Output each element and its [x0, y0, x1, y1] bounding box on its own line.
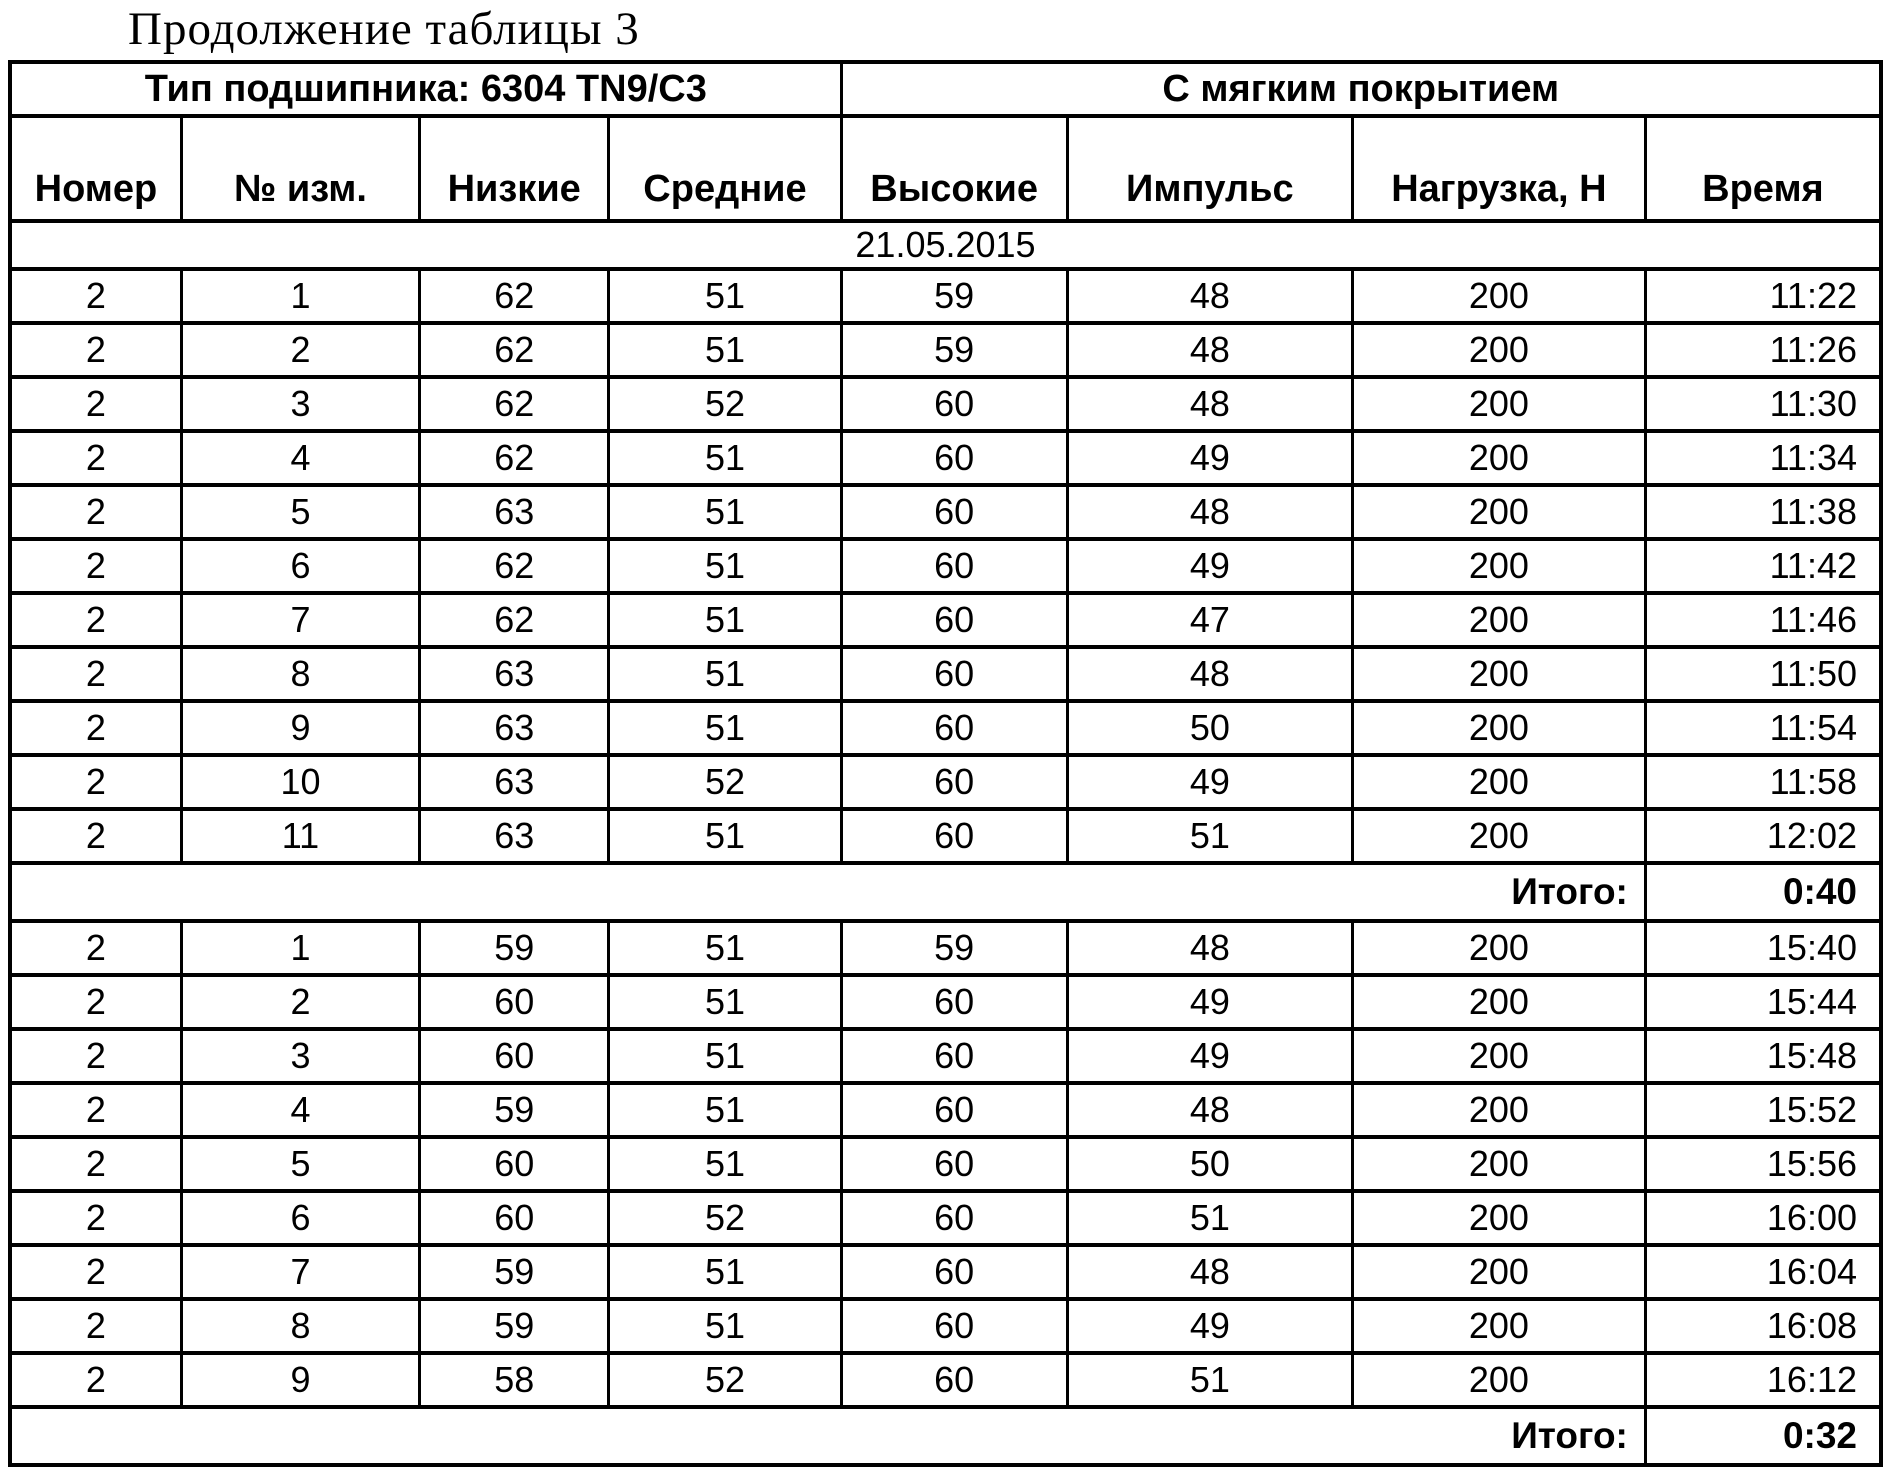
column-header-time: Время	[1645, 116, 1881, 221]
table-cell: 11:50	[1645, 647, 1881, 701]
table-cell: 200	[1352, 377, 1645, 431]
table-cell: 11:54	[1645, 701, 1881, 755]
table-cell: 200	[1352, 1029, 1645, 1083]
table-cell: 2	[10, 809, 181, 863]
total-time-cell: 0:32	[1645, 1407, 1881, 1465]
table-cell: 63	[420, 485, 609, 539]
table-row	[10, 1191, 1881, 1245]
table-cell: 60	[841, 1299, 1067, 1353]
table-cell: 2	[10, 1353, 181, 1407]
table-cell: 200	[1352, 921, 1645, 975]
table-row	[10, 1245, 1881, 1299]
session-2-rows	[10, 921, 1881, 1407]
table-cell: 2	[10, 1083, 181, 1137]
table-cell: 2	[181, 323, 419, 377]
table-cell: 200	[1352, 1299, 1645, 1353]
table-cell: 51	[609, 269, 841, 323]
table-cell: 51	[609, 809, 841, 863]
table-row	[10, 1137, 1881, 1191]
table-row	[10, 647, 1881, 701]
table-cell: 5	[181, 1137, 419, 1191]
table-cell: 60	[841, 809, 1067, 863]
table-cell: 51	[1067, 1353, 1352, 1407]
table-cell: 3	[181, 1029, 419, 1083]
table-cell: 51	[609, 921, 841, 975]
table-cell: 11:58	[1645, 755, 1881, 809]
table-cell: 60	[841, 1245, 1067, 1299]
column-header-mid: Средние	[609, 116, 841, 221]
table-cell: 15:48	[1645, 1029, 1881, 1083]
table-cell: 48	[1067, 921, 1352, 975]
table-cell: 2	[10, 269, 181, 323]
table-cell: 59	[420, 921, 609, 975]
table-cell: 2	[10, 377, 181, 431]
table-cell: 200	[1352, 809, 1645, 863]
table-row	[10, 377, 1881, 431]
table-cell: 4	[181, 431, 419, 485]
table-cell: 51	[609, 1245, 841, 1299]
table-cell: 50	[1067, 701, 1352, 755]
table-cell: 2	[10, 1299, 181, 1353]
table-cell: 15:40	[1645, 921, 1881, 975]
total-label-cell: Итого:	[10, 1407, 1645, 1465]
table-cell: 3	[181, 377, 419, 431]
table-row	[10, 539, 1881, 593]
table-cell: 51	[609, 975, 841, 1029]
table-cell: 16:08	[1645, 1299, 1881, 1353]
table-cell: 15:52	[1645, 1083, 1881, 1137]
table-cell: 51	[609, 1137, 841, 1191]
table-cell: 60	[841, 1191, 1067, 1245]
total-label-cell: Итого:	[10, 863, 1645, 921]
table-cell: 1	[181, 269, 419, 323]
table-cell: 51	[609, 1029, 841, 1083]
table-cell: 58	[420, 1353, 609, 1407]
table-cell: 7	[181, 1245, 419, 1299]
table-row	[10, 1299, 1881, 1353]
table-cell: 51	[609, 431, 841, 485]
table-cell: 200	[1352, 431, 1645, 485]
table-cell: 51	[609, 1299, 841, 1353]
table-cell: 200	[1352, 975, 1645, 1029]
table-cell: 59	[841, 921, 1067, 975]
table-cell: 200	[1352, 593, 1645, 647]
table-cell: 59	[841, 323, 1067, 377]
table-cell: 2	[10, 1029, 181, 1083]
table-row	[10, 701, 1881, 755]
table-cell: 60	[420, 1191, 609, 1245]
table-cell: 51	[609, 593, 841, 647]
table-cell: 6	[181, 539, 419, 593]
coating-header: С мягким покрытием	[841, 62, 1881, 116]
table-row	[10, 269, 1881, 323]
bearing-type-header: Тип подшипника: 6304 TN9/C3	[10, 62, 841, 116]
table-cell: 5	[181, 485, 419, 539]
table-cell: 51	[609, 485, 841, 539]
group-header-row	[10, 62, 1881, 116]
table-cell: 11:26	[1645, 323, 1881, 377]
table-cell: 60	[841, 1137, 1067, 1191]
table-cell: 48	[1067, 485, 1352, 539]
table-row	[10, 431, 1881, 485]
table-cell: 11:34	[1645, 431, 1881, 485]
table-cell: 60	[420, 1137, 609, 1191]
table-cell: 2	[10, 755, 181, 809]
table-cell: 50	[1067, 1137, 1352, 1191]
table-cell: 62	[420, 431, 609, 485]
total-time-cell: 0:40	[1645, 863, 1881, 921]
table-cell: 60	[841, 485, 1067, 539]
table-cell: 48	[1067, 1245, 1352, 1299]
table-cell: 47	[1067, 593, 1352, 647]
table-cell: 59	[420, 1299, 609, 1353]
table-cell: 49	[1067, 975, 1352, 1029]
table-cell: 60	[841, 377, 1067, 431]
table-cell: 59	[420, 1083, 609, 1137]
table-cell: 16:12	[1645, 1353, 1881, 1407]
table-cell: 200	[1352, 269, 1645, 323]
table-row	[10, 323, 1881, 377]
column-header-meas-no: № изм.	[181, 116, 419, 221]
table-cell: 200	[1352, 1245, 1645, 1299]
table-cell: 11:42	[1645, 539, 1881, 593]
column-header-load: Нагрузка, Н	[1352, 116, 1645, 221]
table-cell: 2	[181, 975, 419, 1029]
table-cell: 60	[841, 755, 1067, 809]
table-cell: 52	[609, 377, 841, 431]
table-row	[10, 1083, 1881, 1137]
table-cell: 63	[420, 701, 609, 755]
table-cell: 10	[181, 755, 419, 809]
table-row	[10, 485, 1881, 539]
table-cell: 11:22	[1645, 269, 1881, 323]
table-cell: 2	[10, 1245, 181, 1299]
table-cell: 8	[181, 647, 419, 701]
table-cell: 51	[1067, 809, 1352, 863]
table-cell: 2	[10, 701, 181, 755]
table-cell: 48	[1067, 1083, 1352, 1137]
column-header-impulse: Импульс	[1067, 116, 1352, 221]
table-cell: 48	[1067, 647, 1352, 701]
table-cell: 52	[609, 1191, 841, 1245]
session-1-rows	[10, 269, 1881, 863]
column-header-number: Номер	[10, 116, 181, 221]
table-cell: 63	[420, 647, 609, 701]
table-row	[10, 593, 1881, 647]
table-cell: 60	[841, 647, 1067, 701]
table-cell: 62	[420, 539, 609, 593]
table-cell: 60	[841, 539, 1067, 593]
table-row	[10, 921, 1881, 975]
table-cell: 200	[1352, 1191, 1645, 1245]
table-cell: 48	[1067, 323, 1352, 377]
table-cell: 16:04	[1645, 1245, 1881, 1299]
table-row	[10, 755, 1881, 809]
session-2-total-row	[10, 1407, 1881, 1465]
table-cell: 11:30	[1645, 377, 1881, 431]
table-cell: 2	[10, 539, 181, 593]
table-cell: 60	[841, 1029, 1067, 1083]
table-cell: 60	[420, 975, 609, 1029]
session-1-total-row	[10, 863, 1881, 921]
table-cell: 2	[10, 975, 181, 1029]
table-cell: 200	[1352, 755, 1645, 809]
table-cell: 15:56	[1645, 1137, 1881, 1191]
table-cell: 15:44	[1645, 975, 1881, 1029]
table-cell: 51	[609, 1083, 841, 1137]
table-cell: 4	[181, 1083, 419, 1137]
page-title: Продолжение таблицы 3	[128, 3, 640, 55]
table-cell: 49	[1067, 755, 1352, 809]
table-cell: 6	[181, 1191, 419, 1245]
table-cell: 59	[841, 269, 1067, 323]
table-row	[10, 1029, 1881, 1083]
table-cell: 200	[1352, 1353, 1645, 1407]
table-cell: 49	[1067, 1299, 1352, 1353]
table-cell: 49	[1067, 539, 1352, 593]
date-row	[10, 221, 1881, 269]
table-row	[10, 1353, 1881, 1407]
table-cell: 51	[609, 647, 841, 701]
table-cell: 60	[841, 701, 1067, 755]
table-cell: 60	[841, 593, 1067, 647]
table-cell: 63	[420, 755, 609, 809]
table-cell: 11:46	[1645, 593, 1881, 647]
table-cell: 2	[10, 1191, 181, 1245]
table-cell: 8	[181, 1299, 419, 1353]
table-cell: 11:38	[1645, 485, 1881, 539]
table-cell: 49	[1067, 431, 1352, 485]
table-cell: 2	[10, 323, 181, 377]
table-cell: 60	[841, 1353, 1067, 1407]
table-cell: 60	[420, 1029, 609, 1083]
table-cell: 62	[420, 593, 609, 647]
table-cell: 12:02	[1645, 809, 1881, 863]
table-cell: 200	[1352, 485, 1645, 539]
table-cell: 62	[420, 323, 609, 377]
table-cell: 60	[841, 431, 1067, 485]
table-cell: 200	[1352, 1083, 1645, 1137]
table-cell: 52	[609, 1353, 841, 1407]
column-header-high: Высокие	[841, 116, 1067, 221]
table-row	[10, 809, 1881, 863]
table-cell: 1	[181, 921, 419, 975]
table-cell: 52	[609, 755, 841, 809]
table-cell: 59	[420, 1245, 609, 1299]
table-cell: 200	[1352, 647, 1645, 701]
table-cell: 2	[10, 1137, 181, 1191]
table-cell: 9	[181, 701, 419, 755]
column-header-low: Низкие	[420, 116, 609, 221]
date-cell: 21.05.2015	[10, 221, 1881, 269]
table-cell: 200	[1352, 701, 1645, 755]
table-cell: 51	[609, 323, 841, 377]
table-cell: 62	[420, 377, 609, 431]
table-cell: 11	[181, 809, 419, 863]
column-header-row	[10, 116, 1881, 221]
table-cell: 200	[1352, 323, 1645, 377]
table-cell: 63	[420, 809, 609, 863]
table-cell: 49	[1067, 1029, 1352, 1083]
table-cell: 51	[609, 701, 841, 755]
table-row	[10, 975, 1881, 1029]
table-cell: 7	[181, 593, 419, 647]
table-cell: 16:00	[1645, 1191, 1881, 1245]
table-cell: 60	[841, 975, 1067, 1029]
table-cell: 62	[420, 269, 609, 323]
table-cell: 2	[10, 921, 181, 975]
table-cell: 2	[10, 647, 181, 701]
table-cell: 60	[841, 1083, 1067, 1137]
table-cell: 9	[181, 1353, 419, 1407]
table-cell: 200	[1352, 539, 1645, 593]
table-cell: 48	[1067, 377, 1352, 431]
table-cell: 51	[1067, 1191, 1352, 1245]
table-cell: 2	[10, 593, 181, 647]
table-cell: 2	[10, 431, 181, 485]
measurements-table	[8, 60, 1883, 1467]
table-cell: 48	[1067, 269, 1352, 323]
table-cell: 51	[609, 539, 841, 593]
table-cell: 200	[1352, 1137, 1645, 1191]
table-cell: 2	[10, 485, 181, 539]
